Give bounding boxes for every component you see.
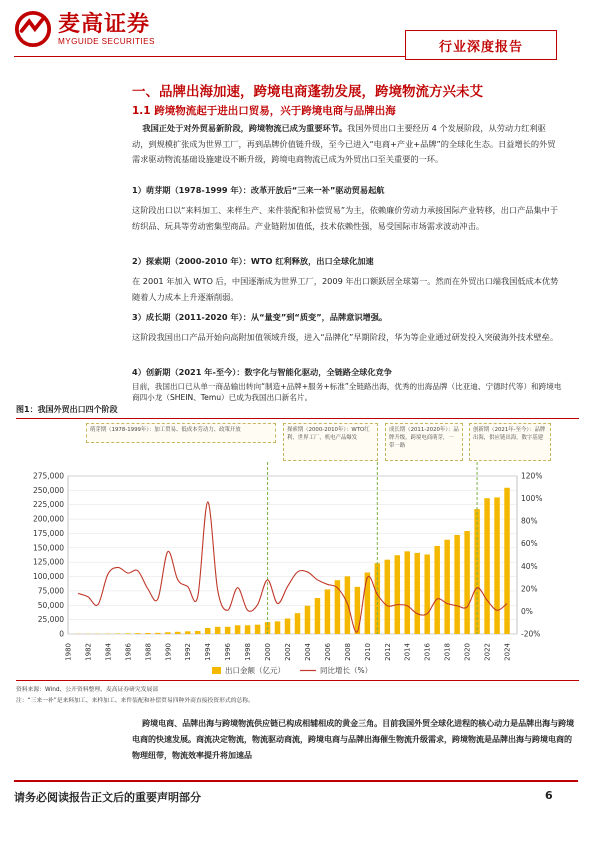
y-left-tick-label: 200,000 [32, 514, 64, 524]
bar-export-1999 [255, 625, 260, 634]
disclaimer-note: 请务必阅读报告正文后的重要声明部分 [14, 791, 201, 804]
figure-title-divider [16, 418, 579, 419]
bar-export-2008 [345, 576, 350, 634]
brand-name-en: MYGUIDE SECURITIES [58, 36, 155, 46]
x-tick-label: 2010 [363, 643, 372, 661]
x-tick-label: 2000 [264, 643, 273, 661]
source-divider [16, 680, 579, 681]
bar-export-1990 [165, 632, 170, 634]
x-tick-label: 2002 [284, 643, 293, 661]
y-left-tick-label: 50,000 [37, 600, 64, 610]
bar-export-1992 [185, 631, 190, 634]
bar-export-2014 [405, 551, 410, 634]
bar-export-2024 [504, 488, 509, 634]
bar-export-1996 [225, 627, 230, 634]
y-left-tick-label: 250,000 [32, 485, 64, 495]
y-right-tick-label: -20% [521, 629, 541, 639]
y-left-tick-label: 75,000 [37, 586, 64, 596]
x-tick-label: 1990 [164, 643, 173, 661]
x-tick-label: 2018 [443, 643, 452, 661]
phase-text-2: 在 2001 年加入 WTO 后，中国逐渐成为世界工厂，2009 年出口额跃居全球第一。然而在外贸出口端我国低成本优势随着人力成本上升逐渐削弱。 [132, 276, 559, 302]
y-left-tick-label: 150,000 [32, 543, 64, 553]
y-left-tick-label: 0 [59, 629, 64, 639]
x-tick-label: 1998 [244, 643, 253, 661]
bar-export-2017 [434, 546, 439, 634]
section-title: 一、品牌出海加速，跨境电商蓬勃发展，跨境物流方兴未艾 [132, 84, 483, 100]
y-right-tick-label: 60% [521, 539, 538, 549]
x-tick-label: 2024 [503, 643, 512, 661]
x-tick-label: 2006 [323, 643, 332, 661]
bar-export-1998 [245, 625, 250, 634]
bar-export-1994 [205, 628, 210, 634]
bar-export-2018 [444, 540, 449, 634]
y-right-tick-label: 20% [521, 584, 538, 594]
y-right-tick-label: 80% [521, 516, 538, 526]
y-right-tick-label: 40% [521, 561, 538, 571]
bar-export-1993 [195, 631, 200, 634]
x-tick-label: 2016 [423, 643, 432, 661]
brand-logo [14, 10, 155, 48]
x-tick-label: 1992 [184, 643, 193, 661]
bar-export-1989 [155, 633, 160, 634]
y-left-tick-label: 100,000 [32, 572, 64, 582]
bar-export-2003 [295, 613, 300, 634]
x-tick-label: 2020 [463, 643, 472, 661]
y-left-tick-label: 125,000 [32, 557, 64, 567]
legend-label-growth: 同比增长（%） [320, 666, 373, 675]
bar-export-2005 [315, 598, 320, 634]
y-left-tick-label: 225,000 [32, 500, 64, 510]
x-tick-label: 2012 [383, 643, 392, 661]
bar-export-2016 [424, 554, 429, 634]
phase-text-1: 这阶段出口以“来料加工、来样生产、来件装配和补偿贸易”为主，依赖廉价劳动力承接国际产业转移，出口产品集中于纺织品、玩具等劳动密集型商品。产业链附加值低，技术依赖性强，易受国际市场需求波动冲击。 [132, 205, 559, 231]
bar-export-2023 [494, 497, 499, 634]
y-left-tick-label: 175,000 [32, 528, 64, 538]
x-tick-label: 2004 [303, 643, 312, 661]
figure-source: 资料来源：Wind、公开资料整理、麦高证券研究发展部 [16, 687, 159, 693]
brand-name-cn: 麦高证券 [58, 11, 151, 37]
x-tick-label: 1986 [124, 643, 133, 661]
intro-bold: 我国正处于对外贸易新阶段，跨境物流已成为重要环节。 [142, 123, 348, 133]
bar-export-2020 [464, 531, 469, 634]
page-number: 6 [545, 789, 553, 802]
x-tick-label: 1988 [144, 643, 153, 661]
bar-export-2012 [385, 560, 390, 634]
x-tick-label: 1980 [64, 643, 73, 661]
phase-box-2: 探索期（2000-2010年）：WTO红利，世界工厂，机电产品爆发 [283, 423, 378, 461]
phase-heading-1: 1）萌芽期（1978-1999 年）：改革开放后“三来一补”驱动贸易起航 [132, 185, 385, 195]
footer-divider [14, 780, 578, 782]
phase-text-3: 这阶段我国出口产品开始向高附加值领域升级，进入“品牌化”早期阶段，华为等企业通过研发投入突破海外技术壁垒。 [132, 332, 559, 342]
phase-heading-2: 2）探索期（2000-2010 年）：WTO 红利释放，出口全球化加速 [132, 256, 374, 266]
line-yoy-growth [78, 502, 507, 632]
outro-text: 跨境电商、品牌出海与跨境物流供应链已构成相辅相成的黄金三角。目前我国外贸全球化进程的核心动力是品牌出海与跨境电商的快速发展。商流决定物流，物流驱动商流，跨境电商与品牌出海催生物流升级需求，跨境物流是品牌出海与跨境电商的物理纽带，物流效率提升将加速品 [132, 719, 575, 760]
phase-heading-4: 4）创新期（2021 年-至今）：数字化与智能化驱动，全链路全球化竞争 [132, 367, 392, 377]
bar-export-2013 [395, 555, 400, 634]
outro-paragraph [132, 716, 578, 764]
figure-note: 注：“三来一补”是来料加工、来样加工、来件装配和补偿贸易四种外商直接投资形式的总称。 [16, 698, 254, 704]
bar-export-2015 [414, 553, 419, 634]
phase-heading-3: 3）成长期（2011-2020 年）：从“量变”到“质变”，品牌意识增强。 [132, 312, 388, 322]
legend-label-export: 出口金额（亿元） [225, 666, 285, 675]
bar-export-2001 [275, 621, 280, 634]
bar-export-2002 [285, 619, 290, 634]
phase-text-4: 目前，我国出口已从单一商品输出转向“制造+品牌+服务+标准”全链路出海，优秀的出海品牌（比亚迪、宁德时代等）和跨境电商四小龙（SHEIN、Temu）已成为我国出口新名片。 [132, 382, 562, 402]
bar-export-2006 [325, 589, 330, 634]
y-right-tick-label: 0% [521, 606, 533, 616]
bar-export-2019 [454, 535, 459, 634]
x-tick-label: 1994 [204, 643, 213, 661]
bar-export-2022 [484, 498, 489, 634]
bar-export-1988 [145, 633, 150, 634]
y-right-tick-label: 120% [521, 471, 543, 481]
bar-export-1987 [135, 633, 140, 634]
x-tick-label: 1984 [104, 643, 113, 661]
y-right-tick-label: 100% [521, 494, 543, 504]
x-tick-label: 2008 [343, 643, 352, 661]
report-type-tag: 行业深度报告 [405, 30, 557, 60]
intro-text: 我国外贸出口主要经历 4 个发展阶段，从劳动力红利驱动，到规模扩张成为世界工厂，再到品牌价值链升级，至今已进入“电商+产业+品牌”的全球化生态。日益增长的外贸需求驱动物流基础设施建设不断升级，跨境电商物流已成为外贸出口至关重要的一环。 [132, 123, 556, 164]
legend-swatch-export [212, 667, 221, 674]
phase-box-3: 成长期（2011-2020年）：品牌升级，跨境电商萌芽，一带一路 [385, 423, 463, 461]
figure-title: 图1：我国外贸出口四个阶段 [16, 405, 118, 414]
y-left-tick-label: 275,000 [32, 471, 64, 481]
intro-paragraph [132, 121, 562, 168]
section-subtitle: 1.1 跨境物流起于进出口贸易，兴于跨境电商与品牌出海 [132, 105, 396, 117]
logo-mark-icon [14, 10, 52, 48]
phase-box-1: 萌芽期（1978-1999年）：加工贸易、低成本劳动力、政策开放 [86, 423, 276, 443]
export-chart [0, 462, 595, 692]
phase-box-4: 创新期（2021年-至今）：品牌出海，供应链出海，数字基建 [469, 423, 551, 461]
bar-export-1995 [215, 627, 220, 634]
bar-export-2004 [305, 606, 310, 634]
x-tick-label: 1982 [84, 643, 93, 661]
x-tick-label: 2014 [403, 643, 412, 661]
bar-export-1997 [235, 625, 240, 634]
bar-export-1986 [125, 633, 130, 634]
x-tick-label: 2022 [483, 643, 492, 661]
bar-export-2010 [365, 573, 370, 634]
header-divider [14, 56, 454, 57]
bar-export-1991 [175, 632, 180, 634]
x-tick-label: 1996 [224, 643, 233, 661]
y-left-tick-label: 25,000 [37, 615, 64, 625]
